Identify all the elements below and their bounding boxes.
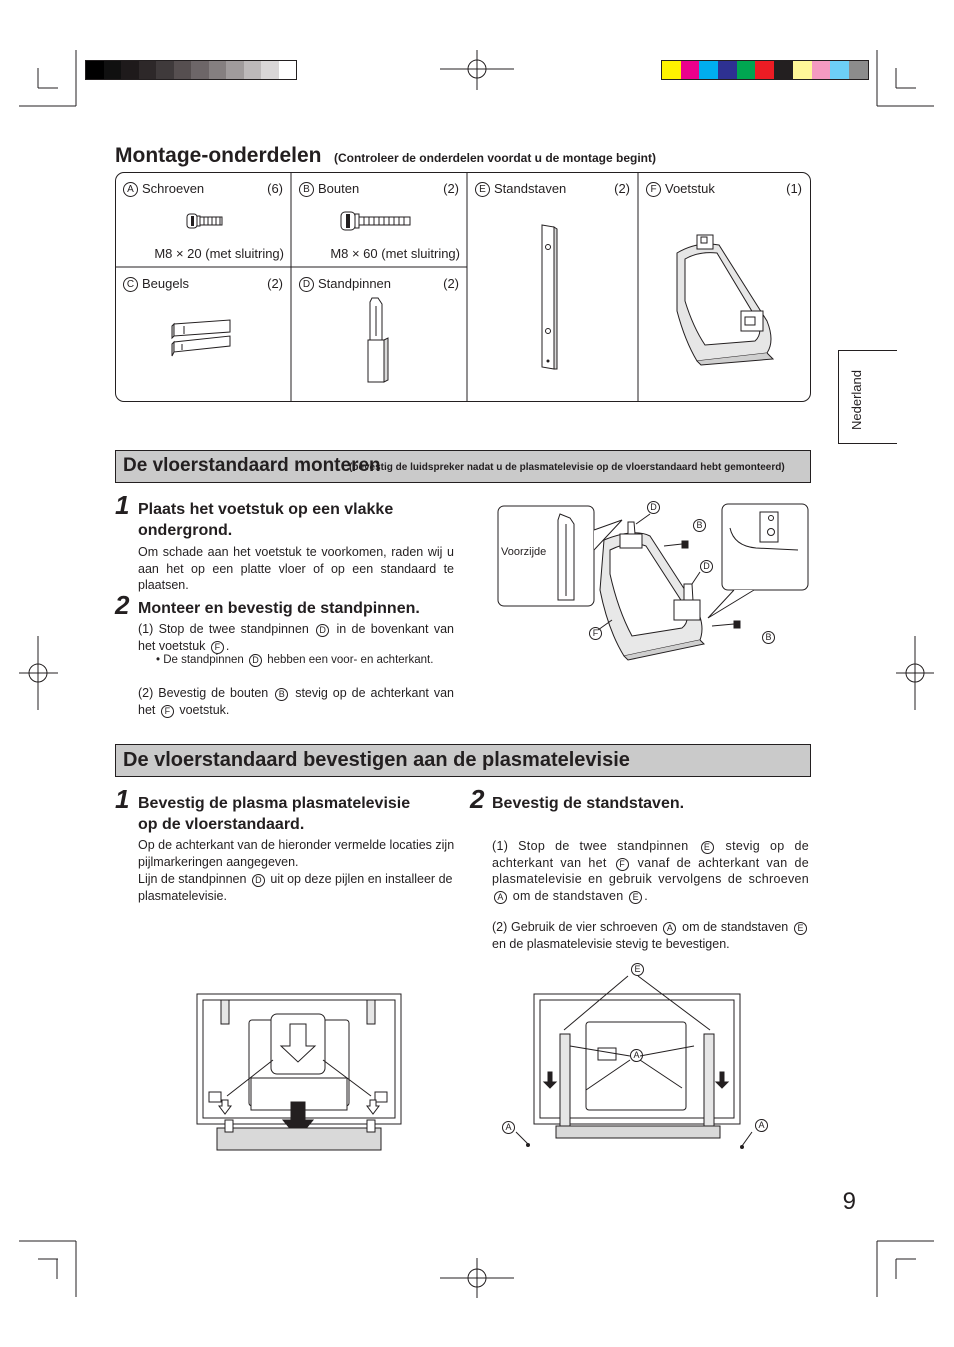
section-header-attach-tv bbox=[115, 744, 811, 777]
label-B: B bbox=[762, 631, 775, 644]
note-text: • De standpinnen bbox=[156, 654, 244, 666]
step-number: 2 bbox=[470, 784, 485, 814]
gray-calibration-strip bbox=[85, 60, 297, 80]
stand-assembly-figure bbox=[494, 500, 812, 665]
section1-title: De vloerstandaard monteren bbox=[123, 455, 381, 476]
s2-step1-text1: Op de achterkant van de hieronder vermelde locaties zijn pijlmarkeringen aangegeven. bbox=[138, 838, 455, 869]
part-letter: B bbox=[299, 182, 314, 197]
color-swatch bbox=[121, 61, 139, 79]
heading-line: Plaats het voetstuk op een vlakke bbox=[138, 501, 394, 518]
part-letter: A bbox=[123, 182, 138, 197]
step-number: 1 bbox=[115, 490, 130, 520]
step2-item1: (1) Stop de twee standpinnen D in de bovenkant van het voetstuk F . bbox=[138, 622, 454, 653]
step1-text: Om schade aan het voetstuk te voorkomen, raden wij u aan het op een platte vloer of op een standaard te plaatsen. bbox=[138, 545, 454, 592]
section1-subtitle: (bevestig de luidspreker nadat u de plasmatelevisie op de vloerstandaard hebt gemonteerd) bbox=[349, 462, 785, 473]
item-text: voetstuk. bbox=[179, 702, 230, 717]
item-number: (2) bbox=[138, 686, 154, 700]
item-text: Stop de twee standpinnen bbox=[158, 622, 309, 636]
color-swatch bbox=[681, 61, 700, 79]
letter-B: B bbox=[275, 688, 288, 701]
item-number: (1) bbox=[492, 839, 509, 853]
part-name: Voetstuk bbox=[665, 181, 715, 196]
step2-heading: Monteer en bevestig de standpinnen. bbox=[138, 600, 420, 617]
color-swatch bbox=[261, 61, 279, 79]
part-spec: M8 × 60 (met sluitring) bbox=[330, 246, 460, 261]
part-qty: (2) bbox=[614, 181, 630, 196]
item-text: Stop de twee standpinnen bbox=[518, 839, 689, 853]
item-text: stevig op de achterkant van het bbox=[138, 686, 454, 717]
section2-title: De vloerstandaard bevestigen aan de plasmatelevisie bbox=[123, 749, 630, 771]
color-swatch bbox=[718, 61, 737, 79]
para-text: Lijn de standpinnen bbox=[138, 872, 247, 886]
parts-title: Montage-onderdelen bbox=[115, 144, 322, 167]
part-qty: (2) bbox=[443, 181, 459, 196]
part-cell-stand-pins bbox=[292, 268, 467, 401]
part-qty: (6) bbox=[267, 181, 283, 196]
step1-heading bbox=[138, 499, 458, 541]
color-swatch bbox=[662, 61, 681, 79]
parts-table bbox=[115, 172, 811, 402]
item-text: Gebruik de vier schroeven bbox=[511, 920, 658, 934]
tv-rear-mount-figure bbox=[195, 992, 405, 1154]
item-text: vanaf de achterkant van de plasmatelevisie en gebruik vervolgens de schroeven bbox=[492, 855, 809, 886]
color-calibration-strip bbox=[661, 60, 869, 80]
color-swatch bbox=[104, 61, 122, 79]
section-header-assemble-stand bbox=[115, 450, 811, 483]
item-text: om de standstaven bbox=[512, 888, 624, 903]
color-swatch bbox=[209, 61, 227, 79]
bolt-icon bbox=[340, 209, 412, 233]
letter-F: F bbox=[211, 641, 224, 654]
part-letter: F bbox=[646, 182, 661, 197]
part-qty: (1) bbox=[786, 181, 802, 196]
front-label: Voorzijde bbox=[501, 546, 547, 558]
part-cell-brackets bbox=[116, 268, 291, 401]
label-A: A bbox=[630, 1049, 643, 1062]
color-swatch bbox=[699, 61, 718, 79]
label-A: A bbox=[755, 1119, 768, 1132]
letter-D: D bbox=[249, 654, 262, 667]
color-swatch bbox=[755, 61, 774, 79]
part-cell-base bbox=[639, 173, 810, 401]
letter-F: F bbox=[616, 858, 629, 871]
color-swatch bbox=[830, 61, 849, 79]
stand-rod-icon bbox=[538, 223, 562, 373]
part-qty: (2) bbox=[443, 276, 459, 291]
para-text: uit op deze pijlen en installeer de plasmatelevisie. bbox=[138, 872, 453, 903]
part-name: Schroeven bbox=[142, 181, 205, 196]
stand-pin-icon bbox=[364, 296, 392, 386]
part-cell-stand-rods bbox=[468, 173, 638, 401]
step-number: 1 bbox=[115, 784, 130, 814]
part-cell-bolts bbox=[292, 173, 467, 267]
language-label: Nederland bbox=[849, 370, 864, 430]
part-letter: C bbox=[123, 277, 138, 292]
part-spec: M8 × 20 (met sluitring) bbox=[154, 246, 284, 261]
letter-E: E bbox=[794, 922, 807, 935]
part-name: Standpinnen bbox=[318, 276, 392, 291]
note-text: hebben een voor- en achterkant. bbox=[267, 654, 434, 666]
item-number: (1) bbox=[138, 622, 154, 636]
s2-step2-item2 bbox=[492, 919, 809, 952]
color-swatch bbox=[244, 61, 262, 79]
label-D: D bbox=[700, 560, 713, 573]
label-F: F bbox=[589, 627, 602, 640]
part-letter: E bbox=[475, 182, 490, 197]
heading-line: op de vloerstandaard. bbox=[138, 816, 305, 833]
step2-item2 bbox=[138, 685, 454, 718]
color-swatch bbox=[279, 61, 297, 79]
parts-header bbox=[115, 144, 656, 168]
color-swatch bbox=[737, 61, 756, 79]
s2-step2-item1: (1) Stop de twee standpinnen E stevig op de achterkant van het F vanaf de achterkant van de plasmatelevisie en gebruik vervolgens de schroeven A om de standstaven E . bbox=[492, 839, 809, 903]
part-cell-screws bbox=[116, 173, 291, 267]
label-B: B bbox=[693, 519, 706, 532]
step-number: 2 bbox=[115, 590, 130, 620]
color-swatch bbox=[191, 61, 209, 79]
item-text: stevig op de achterkant van het bbox=[492, 839, 809, 870]
label-D: D bbox=[647, 501, 660, 514]
letter-D: D bbox=[316, 624, 329, 637]
letter-A: A bbox=[494, 891, 507, 904]
color-swatch bbox=[139, 61, 157, 79]
base-icon bbox=[667, 231, 785, 371]
page-number: 9 bbox=[842, 1188, 856, 1215]
heading-line: ondergrond. bbox=[138, 522, 233, 539]
letter-E: E bbox=[701, 841, 714, 854]
part-letter: D bbox=[299, 277, 314, 292]
color-swatch bbox=[86, 61, 104, 79]
item-number: (2) bbox=[492, 920, 508, 934]
step2-note bbox=[156, 654, 456, 667]
color-swatch bbox=[793, 61, 812, 79]
letter-A: A bbox=[663, 922, 676, 935]
bracket-icon bbox=[170, 318, 236, 360]
color-swatch bbox=[812, 61, 831, 79]
color-swatch bbox=[174, 61, 192, 79]
s2-step2-heading: Bevestig de standstaven. bbox=[492, 795, 685, 812]
s2-step1-text2 bbox=[138, 871, 458, 904]
label-E: E bbox=[631, 963, 644, 976]
item-text: om de standstaven bbox=[682, 920, 789, 934]
letter-E: E bbox=[629, 891, 642, 904]
item-text: in de bovenkant van het voetstuk bbox=[138, 622, 454, 653]
color-swatch bbox=[849, 61, 868, 79]
color-swatch bbox=[156, 61, 174, 79]
part-name: Bouten bbox=[318, 181, 360, 196]
s2-step1-heading bbox=[138, 793, 458, 835]
language-tab bbox=[838, 350, 897, 444]
item-text: en de plasmatelevisie stevig te bevestigen. bbox=[492, 936, 730, 951]
part-name: Beugels bbox=[142, 276, 189, 291]
part-qty: (2) bbox=[267, 276, 283, 291]
label-A: A bbox=[502, 1121, 515, 1134]
heading-line: Bevestig de plasma plasmatelevisie bbox=[138, 795, 411, 812]
part-name: Standstaven bbox=[494, 181, 567, 196]
parts-subtitle: (Controleer de onderdelen voordat u de montage begint) bbox=[333, 151, 656, 165]
item-text: Bevestig de bouten bbox=[158, 686, 269, 700]
color-swatch bbox=[226, 61, 244, 79]
letter-F: F bbox=[161, 705, 174, 718]
color-swatch bbox=[774, 61, 793, 79]
letter-D: D bbox=[252, 874, 265, 887]
screw-icon bbox=[186, 211, 224, 231]
